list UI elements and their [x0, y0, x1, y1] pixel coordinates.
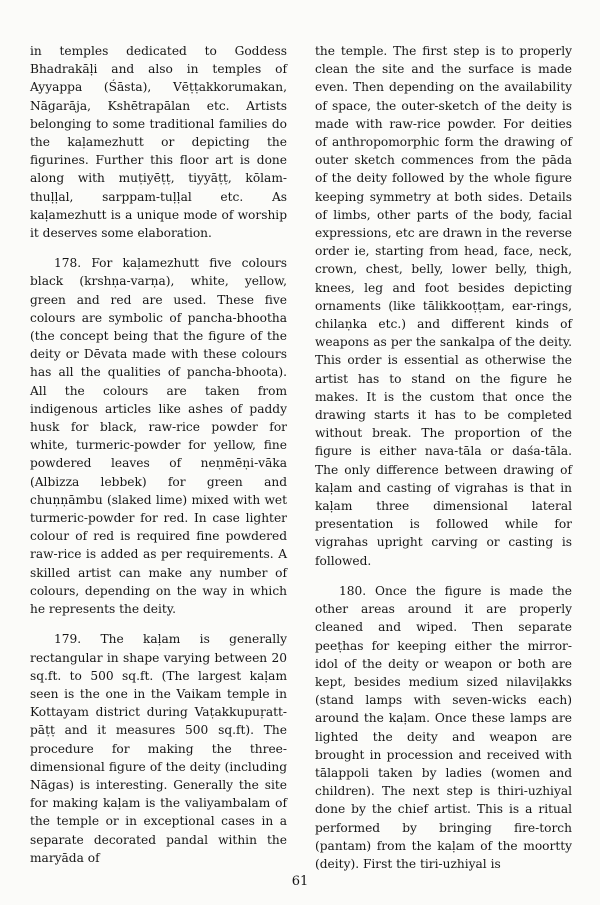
paragraph-continuation: in temples dedicated to Goddess Bhadrakāḷi and also in temples of Ayyappa (Śāsta), Vēṭṭakkorumakan, Nāgarāja, Kshētrapālan etc. Artists belonging to some traditional families do the kaḷamezhutt or depicting the figurines. Further this floor art is done along with muṭiyēṭṭ, tiyyāṭṭ, kōlam-thuḷḷal, sarppam-tuḷḷal etc. As kaḷamezhutt is a unique mode of worship it deserves some elaboration. — [30, 44, 287, 241]
left-column — [30, 42, 287, 867]
paragraph-179: 179. The kaḷam is generally rectangular in shape varying between 20 sq.ft. to 500 sq.ft. (The largest kaḷam seen is the one in the Vaikam temple in Kottayam district during Vaṭakkupuṛatt-pāṭṭ and it measures 500 sq.ft). The procedure for making the three-dimensional figure of the deity (including Nāgas) is interesting. Generally the site for making kaḷam is the valiyambalam of the temple or in exceptional cases in a separate decorated pandal within the maryāda of — [30, 632, 287, 865]
paragraph-179-continued: the temple. The first step is to properly clean the site and the surface is made even. Then depending on the availability of space, the outer-sketch of the deity is made with raw-rice powder. For deities of anthropomorphic form the drawing of outer sketch commences from the pāda of the deity followed by the whole figure keeping symmetry at both sides. Details of limbs, other parts of the body, facial expressions, etc are drawn in the reverse order ie, starting from head, face, neck, crown, chest, belly, lower belly, thigh, knees, leg and foot besides depicting ornaments (like tālikkooṭṭam, ear-rings, chilaṇka etc.) and different kinds of weapons as per the sankalpa of the deity. This order is essential as otherwise the artist has to stand on the figure he makes. It is the custom that once the drawing starts it has to be completed without break. The proportion of the figure is either nava-tāla or daśa-tāla. The only difference between drawing of kaḷam and casting of vigrahas is that in kaḷam three dimensional lateral presentation is followed while for vigrahas upright carving or casting is followed. — [315, 44, 572, 568]
right-column — [315, 42, 572, 873]
page-number: 61 — [291, 874, 309, 889]
paragraph-180: 180. Once the figure is made the other areas around it are properly cleaned and wiped. Then separate peeṭhas for keeping either the mirror-idol of the deity or weapon or both are kept, besides medium sized nilaviḷakks (stand lamps with seven-wicks each) around the kaḷam. Once these lamps are lighted the deity and weapon are brought in procession and received with tālappoli taken by ladies (women and children). The next step is thiri-uzhiyal done by the chief artist. This is a ritual performed by bringing fire-torch (pantam) from the kaḷam of the moortty (deity). First the tiri-uzhiyal is — [315, 583, 572, 871]
paragraph-178: 178. For kaḷamezhutt five colours black (krshṇa-varṇa), white, yellow, green and red are used. These five colours are symbolic of pancha-bhootha (the concept being that the figure of the deity or Dēvata made with these colours has all the qualities of pancha-bhoota). All the colours are taken from indigenous articles like ashes of paddy husk for black, raw-rice powder for white, turmeric-powder for yellow, fine powdered leaves of neṇmēṇi-vāka (Albizza lebbek) for green and chuṇṇāmbu (slaked lime) mixed with wet turmeric-powder for red. In case lighter colour of red is required fine powdered raw-rice is added as per requirements. A skilled artist can make any number of colours, depending on the way in which he represents the deity. — [30, 256, 287, 617]
